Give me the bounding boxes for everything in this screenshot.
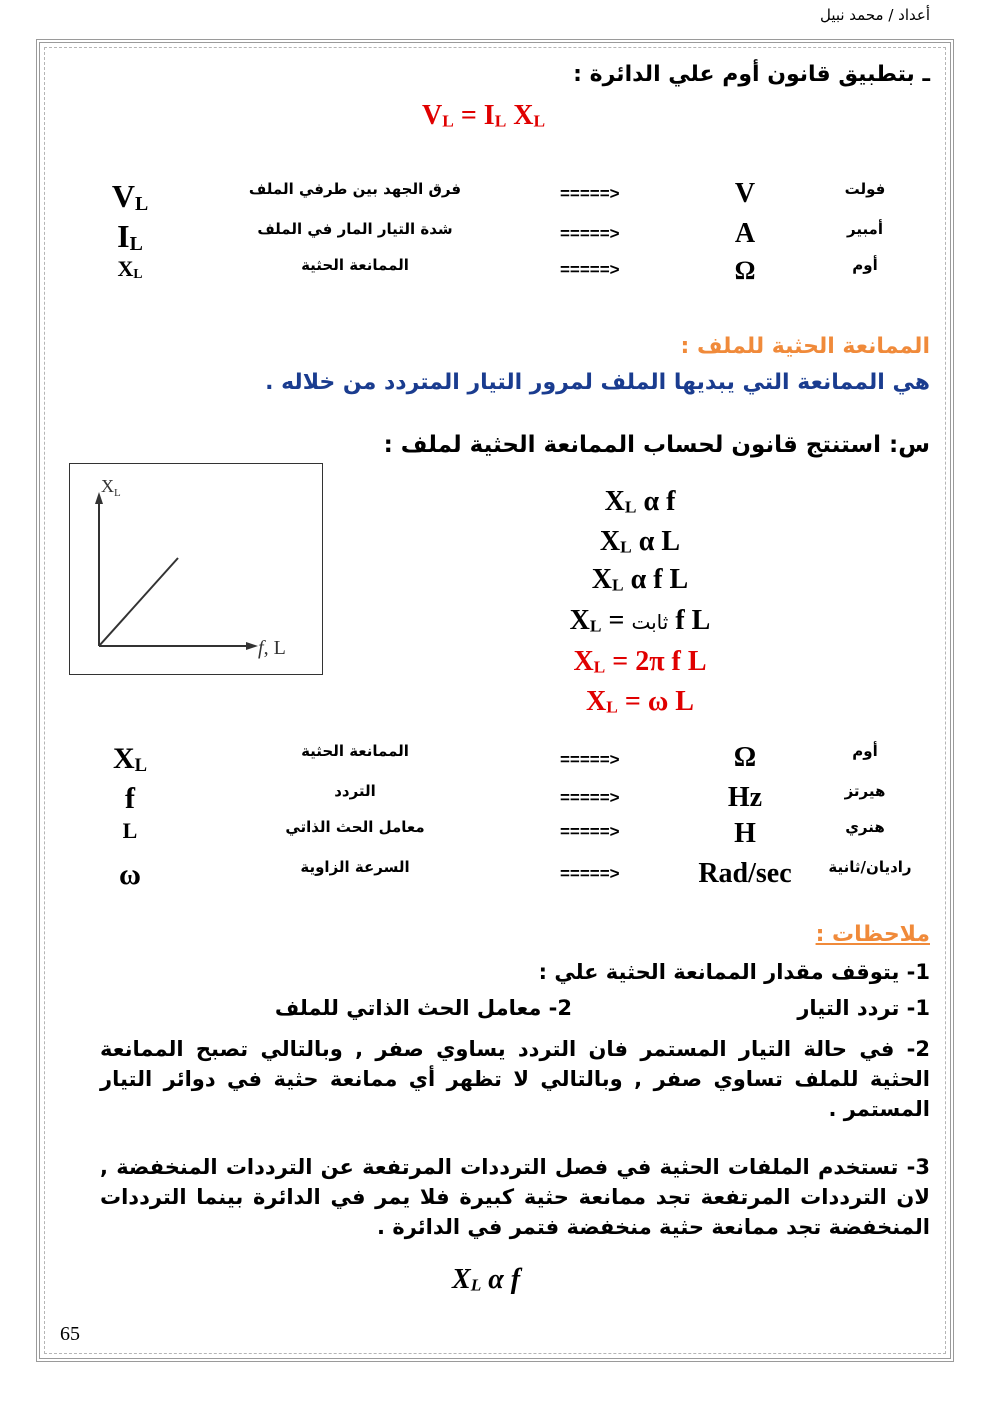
notes-title: ملاحظات : bbox=[815, 922, 930, 947]
definition-text: هي الممانعة التي يبديها الملف لمرور التيار المتردد من خلاله . bbox=[265, 370, 930, 395]
arrow: =====> bbox=[560, 260, 620, 279]
note-1: 1- يتوقف مقدار الممانعة الحثية علي : bbox=[538, 960, 930, 984]
unit-symbol: Ω bbox=[734, 256, 756, 285]
unit-symbol: Ω bbox=[733, 742, 757, 773]
arrow: =====> bbox=[560, 864, 620, 883]
author-credit: أعداد / محمد نبيل bbox=[819, 6, 930, 24]
symbol-row bbox=[0, 818, 992, 856]
note-1-item-b: 2- معامل الحث الذاتي للملف bbox=[274, 996, 572, 1020]
derivation-step: XL = ثابت f L bbox=[569, 605, 711, 636]
arrow: =====> bbox=[560, 224, 620, 243]
unit-name: أوم bbox=[852, 742, 878, 760]
unit-symbol: H bbox=[734, 818, 756, 849]
unit-name: هيرتز bbox=[844, 782, 886, 800]
unit-name: أوم bbox=[852, 256, 878, 274]
symbol: IL bbox=[117, 218, 143, 255]
derivation-step: XL α f L bbox=[591, 564, 689, 595]
symbol: ω bbox=[119, 858, 141, 891]
symbol-row bbox=[0, 742, 992, 780]
unit-name: أمبير bbox=[846, 220, 883, 238]
note-1-item-a: 1- تردد التيار bbox=[797, 996, 930, 1020]
symbol: XL bbox=[117, 256, 143, 282]
symbol-row bbox=[0, 218, 992, 256]
symbol-description: السرعة الزاوية bbox=[300, 858, 410, 876]
unit-symbol: A bbox=[734, 218, 756, 249]
unit-symbol: Hz bbox=[727, 782, 763, 813]
note-3: 3- تستخدم الملفات الحثية في فصل الترددات المرتفعة عن الترددات المنخفضة , لان الترددات المرتفعة تجد ممانعة حثية كبيرة فلا يمر في الدائرة بينما الترددات المنخفضة تجد ممانعة حثية منخفضة فتمر في الدائرة . bbox=[100, 1155, 930, 1239]
arrow: =====> bbox=[560, 788, 620, 807]
derivation-result: XL = ω L bbox=[586, 686, 694, 717]
x-axis-label: f, L bbox=[258, 637, 286, 659]
graph-svg bbox=[70, 464, 322, 674]
symbol-description: الممانعة الحثية bbox=[301, 256, 409, 274]
question-text: س: استنتج قانون لحساب الممانعة الحثية لملف : bbox=[383, 432, 930, 458]
symbol-description: فرق الجهد بين طرفي الملف bbox=[248, 180, 462, 198]
unit-name: فولت bbox=[844, 180, 886, 198]
symbol-row bbox=[0, 178, 992, 216]
derivation-result: XL = 2π f L bbox=[573, 646, 707, 677]
page-number: 65 bbox=[60, 1323, 80, 1345]
symbol-row bbox=[0, 858, 992, 896]
arrow: =====> bbox=[560, 184, 620, 203]
x-axis-arrow-icon bbox=[246, 642, 258, 650]
symbol: L bbox=[122, 818, 138, 843]
symbol: f bbox=[125, 782, 135, 815]
y-axis-label: $X_L$ bbox=[101, 476, 121, 499]
derivation-step: XL α f bbox=[604, 486, 676, 517]
symbol-row bbox=[0, 782, 992, 820]
derivation-step: XL α L bbox=[599, 526, 681, 557]
ohm-law-heading: ـ بتطبيق قانون أوم علي الدائرة : bbox=[573, 62, 930, 87]
symbol: XL bbox=[112, 742, 148, 776]
symbol-description: شدة التيار المار في الملف bbox=[257, 220, 453, 238]
final-relation: XL α f bbox=[452, 1264, 521, 1295]
ohm-law-equation: VL = IL XL bbox=[422, 100, 546, 131]
symbol: VL bbox=[111, 178, 149, 215]
proportional-line bbox=[99, 558, 178, 646]
unit-name: هنري bbox=[845, 818, 885, 836]
arrow: =====> bbox=[560, 822, 620, 841]
symbol-description: معامل الحث الذاتي bbox=[285, 818, 425, 836]
unit-symbol: V bbox=[734, 178, 756, 209]
note-2: 2- في حالة التيار المستمر فان التردد يساوي صفر , وبالتالي تصبح الممانعة الحثية للملف تساوي صفر , وبالتالي لا تظهر أي ممانعة حثية في دوائر التيار المستمر . bbox=[100, 1037, 930, 1121]
symbol-row bbox=[0, 256, 992, 294]
symbol-description: التردد bbox=[334, 782, 376, 800]
definition-title: الممانعة الحثية للملف : bbox=[680, 334, 930, 359]
unit-symbol: Rad/sec bbox=[698, 858, 792, 889]
unit-name: راديان/ثانية bbox=[828, 858, 912, 876]
xl-vs-f-graph bbox=[69, 463, 323, 675]
symbol-description: الممانعة الحثية bbox=[301, 742, 409, 760]
arrow: =====> bbox=[560, 750, 620, 769]
